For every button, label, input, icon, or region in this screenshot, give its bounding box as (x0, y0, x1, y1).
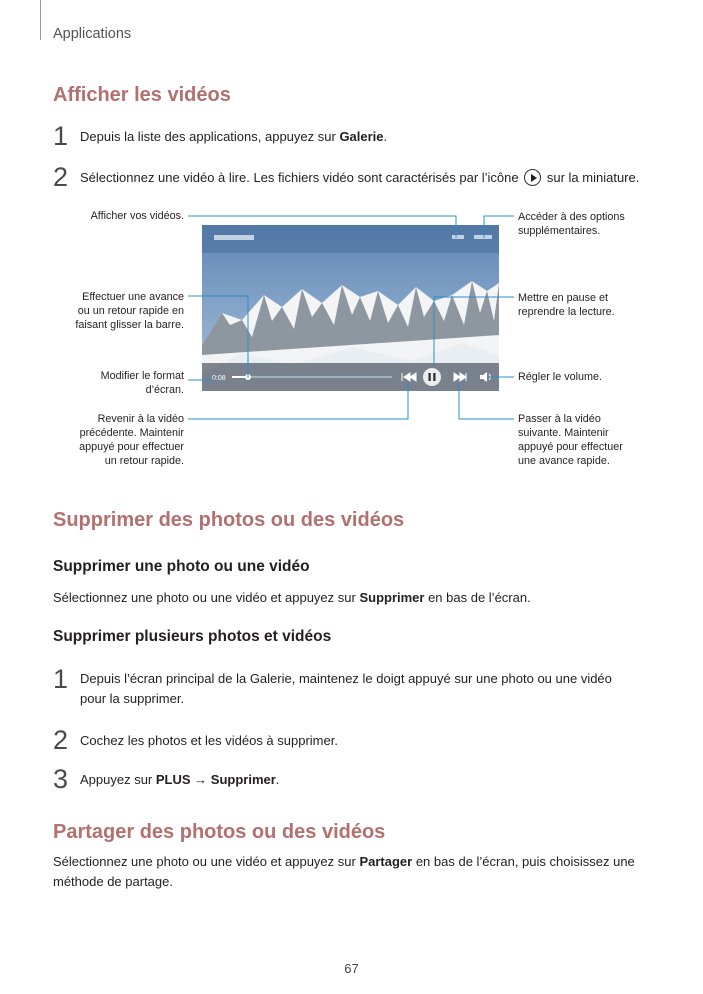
step-number: 1 (53, 121, 69, 151)
section-title-view-videos: Afficher les vidéos (53, 84, 231, 106)
callout-line-options (484, 216, 514, 238)
share-text: Sélectionnez une photo ou une vidéo et appuyez sur Partager en bas de l’écran, puis choisissez une méthode de partage. (53, 854, 635, 889)
callout-afficher: Afficher vos vidéos. (90, 210, 184, 222)
step-number: 3 (53, 764, 69, 794)
step-number: 2 (53, 162, 69, 192)
delete-single-text: Sélectionnez une photo ou une vidéo et appuyez sur Supprimer en bas de l’écran. (53, 590, 531, 605)
elapsed-time: 0:08 (212, 375, 226, 382)
subsection-title-delete-single: Supprimer une photo ou une vidéo (53, 558, 310, 575)
callout-options: Accéder à des options supplémentaires. (518, 211, 625, 237)
callout-revenir: Revenir à la vidéo précédente. Maintenir appuyé pour effectuer un retour rapide. (79, 413, 184, 467)
callout-line-afficher (188, 216, 456, 238)
section-title-share: Partager des photos ou des vidéos (53, 821, 386, 843)
callout-avance: Effectuer une avance ou un retour rapide en faisant glisser la barre. (75, 291, 184, 331)
callout-line-revenir (188, 382, 408, 419)
callout-line-suivante (459, 382, 514, 419)
page-number: 67 (344, 961, 359, 976)
step-number: 1 (53, 664, 69, 694)
step-number: 2 (53, 725, 69, 755)
callout-line-avance (188, 296, 248, 378)
callout-line-pause (434, 297, 514, 366)
callout-volume: Régler le volume. (518, 371, 603, 383)
callout-pause: Mettre en pause et reprendre la lecture. (518, 292, 615, 318)
step-text: Cochez les photos et les vidéos à supprimer. (80, 733, 338, 748)
running-head: Applications (53, 26, 132, 42)
subsection-title-delete-multiple: Supprimer plusieurs photos et vidéos (53, 628, 332, 645)
step-text: Depuis l’écran principal de la Galerie, maintenez le doigt appuyé sur une photo ou une vidéo pour la supprimer. (80, 671, 612, 706)
step-text: Sélectionnez une vidéo à lire. Les fichiers vidéo sont caractérisés par l’icône sur la miniature. (80, 170, 640, 185)
section-title-delete: Supprimer des photos ou des vidéos (53, 509, 405, 531)
step-text: Appuyez sur PLUS → Supprimer. (80, 772, 280, 787)
callout-format: Modifier le format d’écran. (100, 370, 184, 396)
callout-suivante: Passer à la vidéo suivante. Maintenir appuyé pour effectuer une avance rapide. (518, 413, 623, 467)
step-text: Depuis la liste des applications, appuyez sur Galerie. (80, 129, 388, 144)
